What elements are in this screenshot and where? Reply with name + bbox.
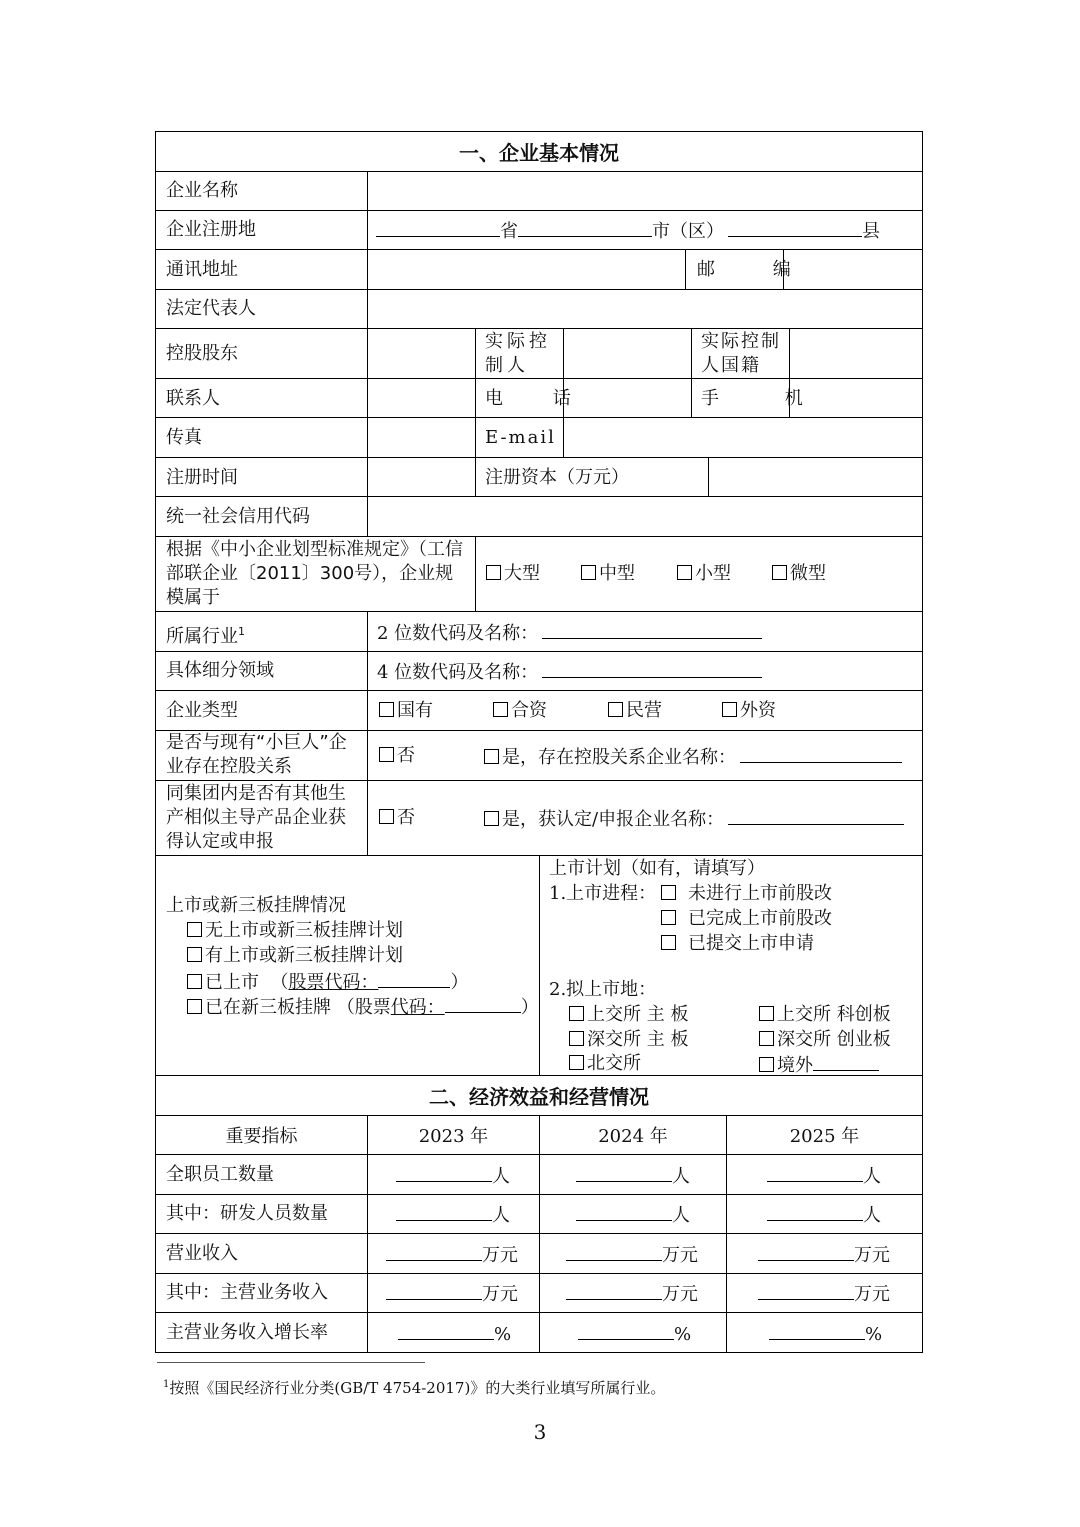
metric-row-label: 其中：研发人员数量 bbox=[155, 1194, 368, 1234]
place-option-sse-main[interactable]: 上交所 主 板 bbox=[569, 1003, 688, 1027]
listing-option-none[interactable]: 无上市或新三板挂牌计划 bbox=[187, 919, 403, 943]
checkbox-icon bbox=[661, 935, 676, 950]
indicator-header: 重要指标 bbox=[155, 1115, 368, 1155]
shareholder-label-cell bbox=[155, 328, 368, 379]
progress-option-2[interactable]: 已完成上市前股改 bbox=[661, 907, 832, 931]
checkbox-icon bbox=[484, 749, 499, 764]
place-option-szse-main[interactable]: 深交所 主 板 bbox=[569, 1028, 688, 1052]
address-label-cell bbox=[155, 249, 368, 290]
reg-place-xian: 县 bbox=[862, 221, 880, 242]
metric-2024-field[interactable]: 人 bbox=[539, 1194, 727, 1234]
listing-option-neeq[interactable]: 已在新三板挂牌 （股票代码： ） bbox=[187, 994, 539, 1020]
postcode-label: 邮 编 bbox=[697, 259, 817, 280]
scale-option-micro[interactable]: 微型 bbox=[772, 562, 826, 586]
legal-rep-label-cell bbox=[155, 289, 368, 329]
email-label-cell bbox=[475, 417, 564, 458]
type-option-private[interactable]: 民营 bbox=[608, 699, 662, 723]
scale-label: 根据《中小企业划型标准规定》（工信部联企业〔2011〕300号），企业规模属于 bbox=[166, 539, 463, 608]
industry-label-cell bbox=[155, 611, 368, 652]
scale-option-small[interactable]: 小型 bbox=[677, 562, 731, 586]
subfield-field[interactable] bbox=[367, 651, 923, 691]
checkbox-icon bbox=[569, 1006, 584, 1021]
company-name-label-cell bbox=[155, 171, 368, 211]
year-2024-header: 2024 年 bbox=[539, 1115, 727, 1155]
footnote-ref: 1 bbox=[238, 625, 245, 638]
scale-options bbox=[475, 536, 923, 612]
giant-option-no[interactable]: 否 bbox=[379, 744, 415, 768]
listing-option-listed[interactable]: 已上市 （股票代码： ） bbox=[187, 969, 468, 995]
giant-option-yes[interactable]: 是，存在控股关系企业名称： bbox=[484, 744, 902, 770]
reg-capital-field[interactable] bbox=[708, 457, 923, 497]
giant-label: 是否与现有“小巨人”企业存在控股关系 bbox=[166, 732, 347, 777]
checkbox-icon bbox=[722, 702, 737, 717]
phone-label-cell bbox=[475, 378, 593, 418]
contact-label-cell bbox=[155, 378, 368, 418]
place-option-bse[interactable]: 北交所 bbox=[569, 1052, 641, 1076]
checkbox-icon bbox=[486, 565, 501, 580]
checkbox-icon bbox=[187, 922, 202, 937]
metric-2023-field[interactable]: 万元 bbox=[367, 1273, 540, 1313]
group-option-yes[interactable]: 是，获认定/申报企业名称： bbox=[484, 806, 904, 832]
fax-label-cell bbox=[155, 417, 368, 458]
checkbox-icon bbox=[759, 1057, 774, 1072]
checkbox-icon bbox=[661, 885, 676, 900]
footnote-number: 1 bbox=[163, 1379, 170, 1390]
group-option-no[interactable]: 否 bbox=[379, 806, 415, 830]
footnote-divider bbox=[157, 1362, 425, 1363]
subfield-label: 具体细分领域 bbox=[166, 660, 274, 681]
reg-place-field[interactable] bbox=[367, 210, 923, 250]
listing-plan-cell bbox=[539, 855, 923, 1076]
place-option-overseas[interactable]: 境外 bbox=[759, 1052, 879, 1078]
reg-time-field[interactable] bbox=[367, 457, 476, 497]
checkbox-icon bbox=[759, 1031, 774, 1046]
type-label-cell bbox=[155, 690, 368, 731]
checkbox-icon bbox=[187, 947, 202, 962]
reg-place-label: 企业注册地 bbox=[166, 219, 256, 240]
checkbox-icon bbox=[661, 910, 676, 925]
industry-field[interactable] bbox=[367, 611, 923, 652]
year-2025-header: 2025 年 bbox=[726, 1115, 923, 1155]
legal-rep-label: 法定代表人 bbox=[166, 298, 256, 319]
type-option-jv[interactable]: 合资 bbox=[493, 699, 547, 723]
contact-label: 联系人 bbox=[166, 388, 220, 409]
mobile-label: 手 机 bbox=[701, 388, 833, 409]
neeq-stock-code-label: 代码： bbox=[390, 997, 445, 1018]
type-option-foreign[interactable]: 外资 bbox=[722, 699, 776, 723]
scale-label-cell bbox=[155, 536, 476, 612]
place-option-sse-star[interactable]: 上交所 科创板 bbox=[759, 1003, 891, 1027]
mobile-label-cell bbox=[691, 378, 833, 418]
credit-code-label: 统一社会信用代码 bbox=[166, 506, 310, 527]
metric-row-label: 全职员工数量 bbox=[155, 1154, 368, 1195]
actual-controller-nationality-label: 实际控制人国籍 bbox=[701, 331, 781, 376]
actual-controller-label-cell bbox=[475, 328, 564, 379]
metric-2023-field[interactable]: 万元 bbox=[367, 1233, 540, 1274]
metric-2025-field[interactable]: 万元 bbox=[726, 1233, 923, 1274]
checkbox-icon bbox=[484, 811, 499, 826]
checkbox-icon bbox=[569, 1055, 584, 1070]
checkbox-icon bbox=[379, 747, 394, 762]
reg-place-shi: 市（区） bbox=[652, 221, 724, 242]
checkbox-icon bbox=[569, 1031, 584, 1046]
contact-field[interactable] bbox=[367, 378, 476, 418]
section2-title: 二、经济效益和经营情况 bbox=[155, 1075, 923, 1116]
checkbox-icon bbox=[581, 565, 596, 580]
email-field[interactable] bbox=[563, 417, 923, 458]
checkbox-icon bbox=[677, 565, 692, 580]
metric-row-label: 其中：主营业务收入 bbox=[155, 1273, 368, 1313]
scale-option-medium[interactable]: 中型 bbox=[581, 562, 635, 586]
metric-2025-field[interactable]: 人 bbox=[726, 1154, 923, 1195]
subfield-text: 4 位数代码及名称： bbox=[377, 662, 539, 683]
listing-stock-code-label: 股票代码： bbox=[288, 972, 379, 993]
address-field[interactable] bbox=[367, 249, 686, 290]
metric-2025-field[interactable]: 人 bbox=[726, 1194, 923, 1234]
phone-field[interactable] bbox=[563, 378, 692, 418]
company-name-field[interactable] bbox=[367, 171, 923, 211]
controlling-shareholder-label: 控股股东 bbox=[166, 343, 238, 364]
footnote bbox=[163, 1374, 665, 1399]
listing-option-plan[interactable]: 有上市或新三板挂牌计划 bbox=[187, 944, 403, 968]
email-label: E-mail bbox=[485, 427, 556, 448]
giant-options bbox=[367, 730, 923, 781]
listing-label: 上市或新三板挂牌情况 bbox=[166, 895, 346, 916]
metric-row-label: 主营业务收入增长率 bbox=[155, 1312, 368, 1353]
checkbox-icon bbox=[759, 1006, 774, 1021]
reg-capital-label: 注册资本（万元） bbox=[485, 467, 629, 488]
type-option-state[interactable]: 国有 bbox=[379, 699, 433, 723]
type-label: 企业类型 bbox=[166, 700, 238, 721]
metric-2023-field[interactable]: 人 bbox=[367, 1194, 540, 1234]
address-label: 通讯地址 bbox=[166, 259, 238, 280]
metric-2025-field[interactable]: 万元 bbox=[726, 1273, 923, 1313]
checkbox-icon bbox=[187, 999, 202, 1014]
nationality-label-cell bbox=[691, 328, 790, 379]
industry-text: 2 位数代码及名称： bbox=[377, 623, 539, 644]
metric-2024-field[interactable]: 万元 bbox=[539, 1273, 727, 1313]
group-options bbox=[367, 780, 923, 856]
year-2023-header: 2023 年 bbox=[367, 1115, 540, 1155]
phone-label: 电 话 bbox=[485, 388, 593, 409]
fax-field[interactable] bbox=[367, 417, 476, 458]
reg-time-label: 注册时间 bbox=[166, 467, 238, 488]
metric-2023-field[interactable]: 人 bbox=[367, 1154, 540, 1195]
checkbox-icon bbox=[772, 565, 787, 580]
reg-capital-label-cell bbox=[475, 457, 709, 497]
legal-rep-field[interactable] bbox=[367, 289, 923, 329]
metric-2024-field[interactable]: % bbox=[539, 1312, 727, 1353]
postcode-field[interactable] bbox=[783, 249, 923, 290]
listing-progress-label: 1.上市进程： bbox=[549, 883, 657, 904]
reg-place-sheng: 省 bbox=[500, 221, 518, 242]
metric-2023-field[interactable]: % bbox=[367, 1312, 540, 1353]
checkbox-icon bbox=[187, 974, 202, 989]
progress-option-1[interactable]: 未进行上市前股改 bbox=[661, 882, 832, 906]
progress-option-3[interactable]: 已提交上市申请 bbox=[661, 932, 814, 956]
place-option-szse-gem[interactable]: 深交所 创业板 bbox=[759, 1028, 891, 1052]
nationality-field[interactable] bbox=[789, 328, 923, 379]
section1-title: 一、企业基本情况 bbox=[155, 131, 923, 172]
fax-label: 传真 bbox=[166, 427, 202, 448]
industry-label: 所属行业 bbox=[166, 626, 238, 647]
reg-time-label-cell bbox=[155, 457, 368, 497]
controlling-shareholder-field[interactable] bbox=[367, 328, 476, 379]
reg-place-label-cell bbox=[155, 210, 368, 250]
postcode-label-cell bbox=[685, 249, 817, 290]
metric-2024-field[interactable]: 人 bbox=[539, 1154, 727, 1195]
checkbox-icon bbox=[379, 702, 394, 717]
actual-controller-field[interactable] bbox=[563, 328, 692, 379]
group-label-cell bbox=[155, 780, 368, 856]
page-number: 3 bbox=[533, 1420, 547, 1444]
checkbox-icon bbox=[493, 702, 508, 717]
type-options bbox=[367, 690, 923, 731]
actual-controller-label: 实际控制人 bbox=[485, 331, 551, 376]
giant-label-cell bbox=[155, 730, 368, 781]
listing-place-label: 2.拟上市地： bbox=[549, 979, 657, 1000]
checkbox-icon bbox=[608, 702, 623, 717]
scale-option-large[interactable]: 大型 bbox=[486, 562, 540, 586]
group-label: 同集团内是否有其他生产相似主导产品企业获得认定或申报 bbox=[166, 783, 346, 852]
listing-plan-title: 上市计划（如有，请填写） bbox=[549, 858, 765, 879]
subfield-label-cell bbox=[155, 651, 368, 691]
listing-status-cell bbox=[155, 855, 540, 1076]
credit-code-field[interactable] bbox=[367, 496, 923, 537]
metric-row-label: 营业收入 bbox=[155, 1233, 368, 1274]
metric-2025-field[interactable]: % bbox=[726, 1312, 923, 1353]
footnote-text: 按照《国民经济行业分类(GB/T 4754-2017)》的大类行业填写所属行业。 bbox=[169, 1379, 666, 1397]
mobile-field[interactable] bbox=[789, 378, 923, 418]
company-name-label: 企业名称 bbox=[166, 180, 238, 201]
checkbox-icon bbox=[379, 809, 394, 824]
credit-code-label-cell bbox=[155, 496, 368, 537]
metric-2024-field[interactable]: 万元 bbox=[539, 1233, 727, 1274]
